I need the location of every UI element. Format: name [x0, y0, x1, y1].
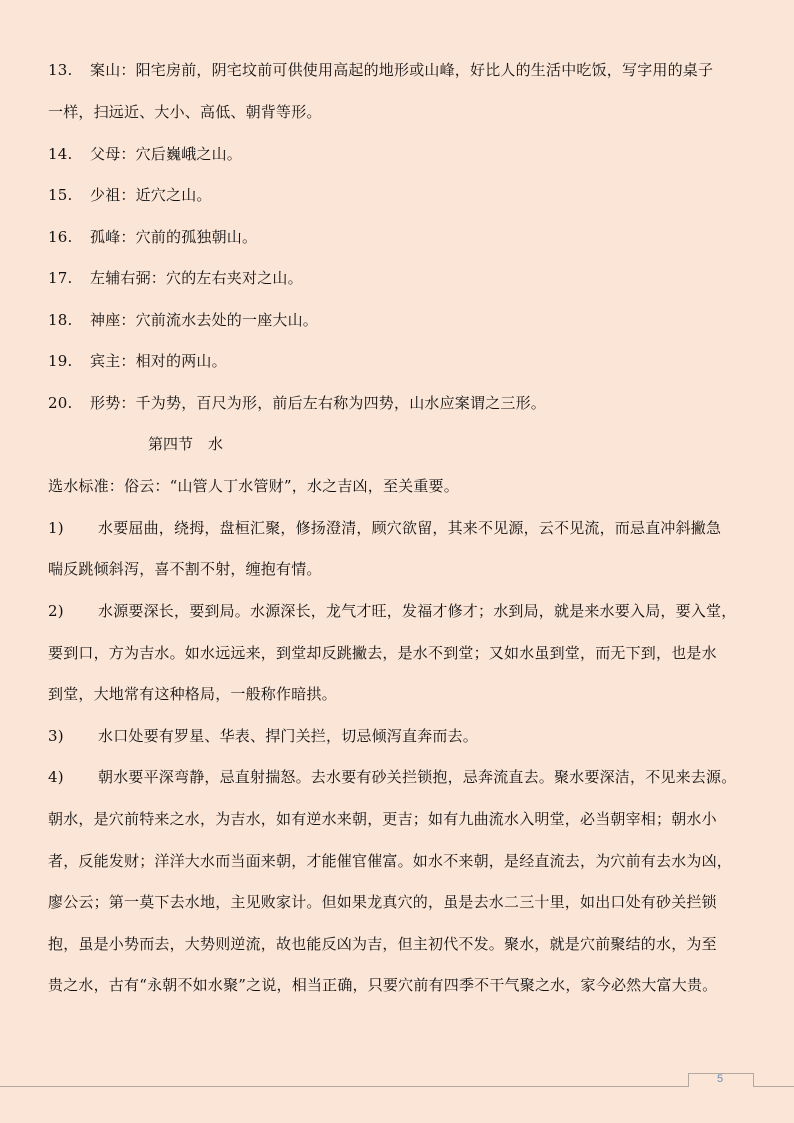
point-number: 1) — [48, 519, 64, 537]
list-item — [48, 227, 748, 247]
point-line — [48, 684, 748, 704]
list-item — [48, 144, 748, 164]
point-number: 4) — [48, 768, 64, 786]
list-item — [48, 310, 748, 330]
point-text: 水口处要有罗星、华表、捍门关拦，切忌倾泻直奔而去。 — [98, 727, 479, 745]
point-line — [48, 851, 748, 871]
point-line — [48, 559, 748, 579]
point-number: 2) — [48, 602, 64, 620]
item-number: 18. — [48, 311, 73, 329]
list-item — [48, 60, 748, 80]
item-text: 左辅右弼：穴的左右夹对之山。 — [90, 269, 303, 287]
point-text: 朝水要平深弯静，忌直射揣怒。去水要有砂关拦锁抱，忌奔流直去。聚水要深洁，不见来去源。 — [98, 768, 737, 786]
item-text: 形势：千为势，百尺为形，前后左右称为四势，山水应案谓之三形。 — [90, 394, 547, 412]
point-line — [48, 934, 748, 954]
item-number: 13. — [48, 61, 73, 79]
point-text: 朝水，是穴前特来之水，为吉水，如有逆水来朝，更吉；如有九曲流水入明堂，必当朝宰相；朝水小 — [48, 810, 717, 828]
point-text: 廖公云；第一莫下去水地，主见败家计。但如果龙真穴的，虽是去水二三十里，如出口处有砂关拦锁 — [48, 893, 717, 911]
list-item — [48, 351, 748, 371]
item-number: 16. — [48, 228, 73, 246]
list-item — [48, 268, 748, 288]
item-number: 14. — [48, 145, 73, 163]
point-text: 要到口，方为吉水。如水远远来，到堂却反跳撇去，是水不到堂；又如水虽到堂，而无下到，也是水 — [48, 644, 717, 662]
item-number: 19. — [48, 352, 73, 370]
item-text: 宾主：相对的两山。 — [90, 352, 227, 370]
item-number: 20. — [48, 394, 73, 412]
item-text: 案山：阳宅房前，阴宅坟前可供使用高起的地形或山峰，好比人的生活中吃饭，写字用的桌子 — [90, 61, 714, 79]
point-text: 抱，虽是小势而去，大势则逆流，故也能反凶为吉，但主初代不发。聚水，就是穴前聚结的水，为至 — [48, 935, 717, 953]
intro-paragraph: 选水标准：俗云：“山管人丁水管财”，水之吉凶，至关重要。 — [48, 477, 459, 495]
point-text: 水源要深长，要到局。水源深长，龙气才旺，发福才修才；水到局，就是来水要入局，要入堂， — [98, 602, 737, 620]
item-text: 父母：穴后巍峨之山。 — [90, 145, 243, 163]
item-text: 一样，扫远近、大小、高低、朝背等形。 — [48, 103, 322, 121]
footer-rule — [0, 1086, 794, 1087]
point-line — [48, 601, 748, 621]
point-text: 到堂，大地常有这种格局，一般称作暗拱。 — [48, 685, 337, 703]
point-line — [48, 809, 748, 829]
point-text: 者，反能发财；洋洋大水而当面来朝，才能催官催富。如水不来朝，是经直流去，为穴前有去水为凶， — [48, 852, 733, 870]
section-title: 第四节 水 — [148, 435, 224, 453]
point-number: 3) — [48, 727, 64, 745]
point-line — [48, 643, 748, 663]
point-line — [48, 518, 748, 538]
list-item-continuation — [48, 102, 748, 122]
item-text: 神座：穴前流水去处的一座大山。 — [90, 311, 319, 329]
item-text: 少祖：近穴之山。 — [90, 186, 212, 204]
item-text: 孤峰：穴前的孤独朝山。 — [90, 228, 258, 246]
point-line — [48, 975, 748, 995]
list-item — [48, 185, 748, 205]
point-line — [48, 726, 748, 746]
page-number: 5 — [716, 1073, 724, 1085]
point-text: 水要屈曲，绕拇，盘桓汇聚，修扬澄清，顾穴欲留，其来不见源，云不见流，而忌直冲斜撇急 — [98, 519, 722, 537]
item-number: 15. — [48, 186, 73, 204]
list-item — [48, 393, 748, 413]
point-text: 喘反跳倾斜泻，喜不割不射，缠抱有情。 — [48, 560, 322, 578]
point-line — [48, 892, 748, 912]
item-number: 17. — [48, 269, 73, 287]
point-line — [48, 767, 748, 787]
point-text: 贵之水，古有“永朝不如水聚”之说，相当正确，只要穴前有四季不干气聚之水，家今必然大富大贵。 — [48, 976, 718, 994]
